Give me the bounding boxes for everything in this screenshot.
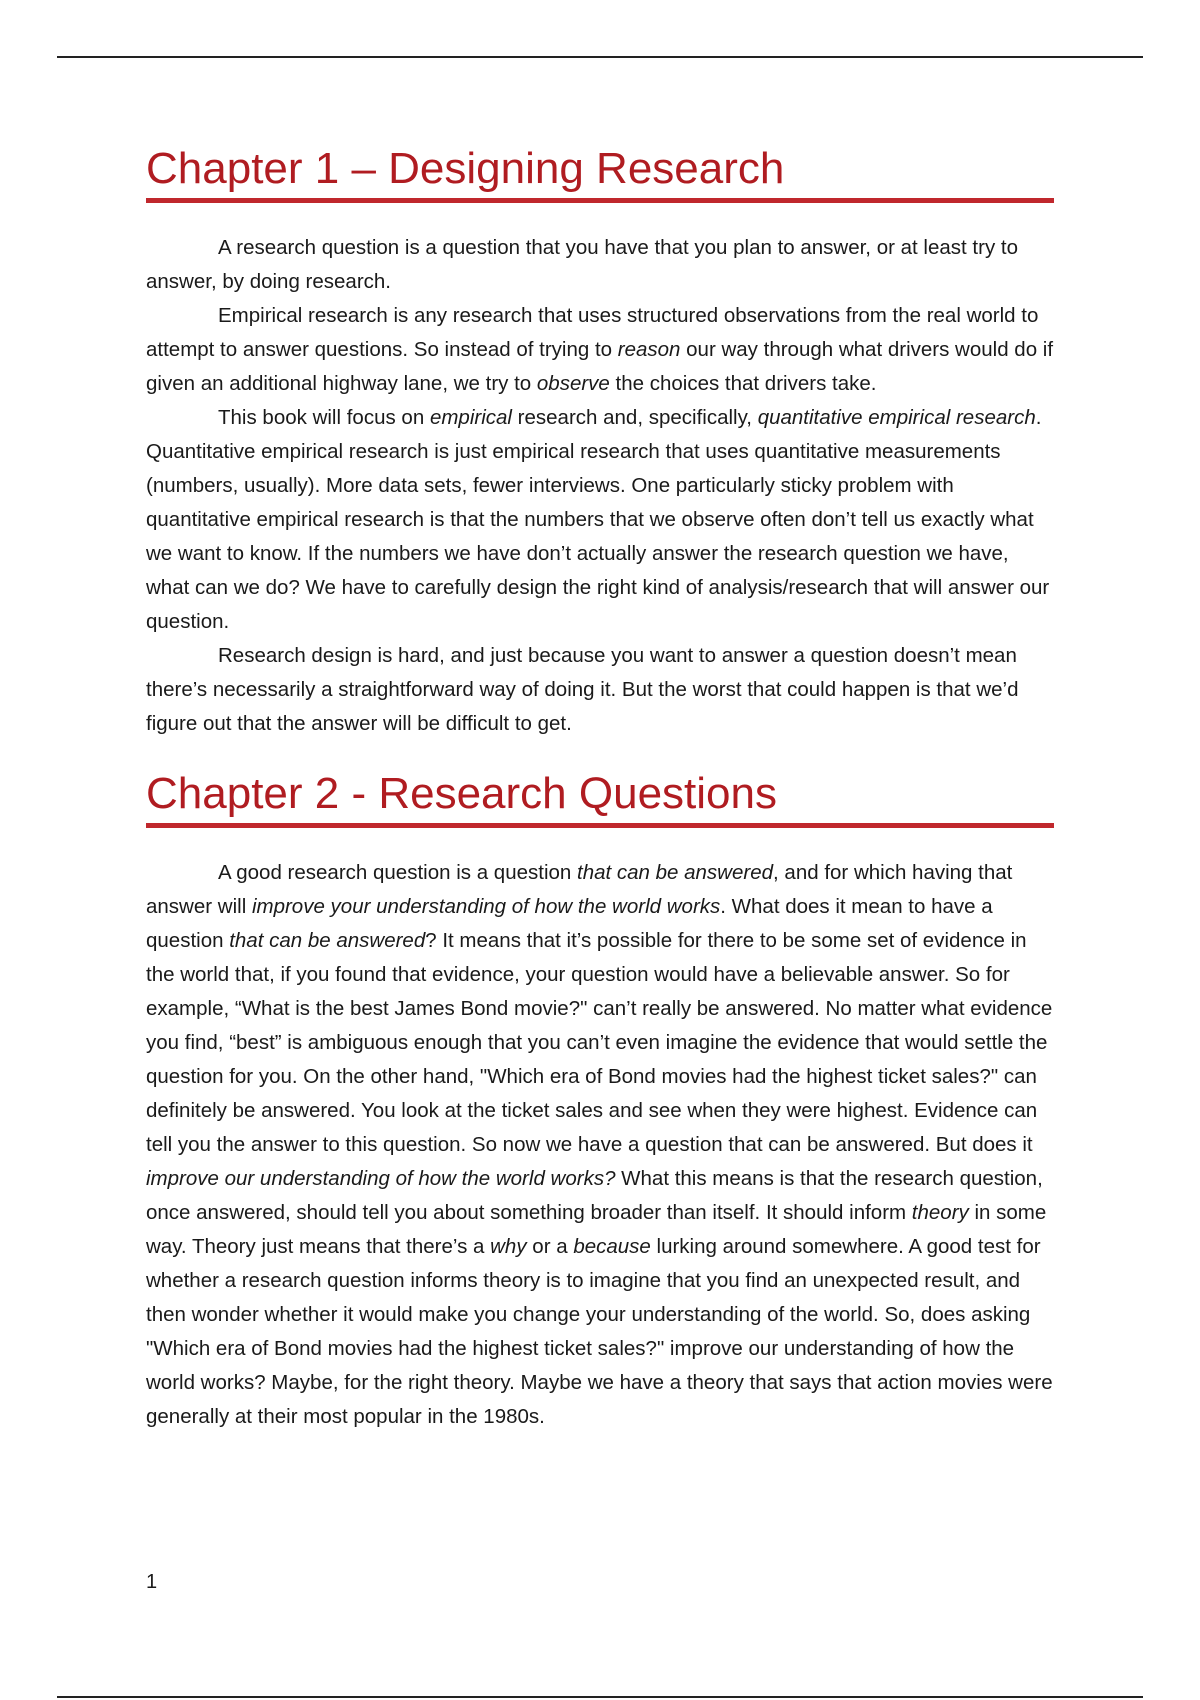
emphasis-text: that can be answered [577,861,774,884]
paragraph-text: . What does it mean to have a question [146,895,993,952]
emphasis-text: because [573,1235,651,1258]
body-paragraph [146,299,1054,401]
emphasis-text: observe [536,372,610,395]
chapter-body [146,231,1054,741]
paragraph-text: the choices that drivers take. [609,372,877,395]
paragraph-text: What this means is that the research question, once answered, should tell you about something broader than itself. It should inform [146,1167,1043,1224]
paragraph-text: This book will focus on [218,406,430,429]
paragraph-text: . Quantitative empirical research is just empirical research that uses quantitative measurements (numbers, usually). More data sets, fewer interviews. One particularly sticky problem with quantitative empirical research is that the numbers that we observe often don’t tell us exactly what we want to know. If the numbers we have don’t actually answer the research question we have, what can we do? We have to carefully design the right kind of analysis/research that will answer our question. [146,406,1050,633]
paragraph-text: ? It means that it’s possible for there to be some set of evidence in the world that, if you found that evidence, your question would have a believable answer. So for example, “What is the best James Bond movie?" can’t really be answered. No matter what evidence you find, “best” is ambiguous enough that you can’t even imagine the evidence that would settle the question for you. On the other hand, "Which era of Bond movies had the highest ticket sales?" can definitely be answered. You look at the ticket sales and see when they were highest. Evidence can tell you the answer to this question. So now we have a question that can be answered. But does it [146,929,1053,1156]
paragraph-text: Empirical research is any research that uses structured observations from the real world to attempt to answer questions. So instead of trying to [146,304,1039,361]
paragraph-text: research and, specifically, [511,406,758,429]
chapter-1 [146,140,1054,741]
emphasis-text: improve our understanding of how the world works? [146,1167,616,1190]
chapter-2 [146,765,1054,1434]
chapter-body [146,856,1054,1434]
document-body [146,140,1054,1434]
emphasis-text: theory [911,1201,969,1224]
emphasis-text: that can be answered [229,929,426,952]
emphasis-text: empirical [429,406,512,429]
header-rule [57,56,1143,58]
paragraph-text: Research design is hard, and just because you want to answer a question doesn’t mean there’s necessarily a straightforward way of doing it. But the worst that could happen is that we’d figure out that the answer will be difficult to get. [146,644,1019,735]
paragraph-text: , and for which having that answer will [146,861,1013,918]
paragraph-text: our way through what drivers would do if given an additional highway lane, we try to [146,338,1054,395]
body-paragraph [146,856,1054,1434]
paragraph-text: A good research question is a question [218,861,577,884]
chapter-title: Chapter 2 - Research Questions [146,765,1054,828]
body-paragraph [146,231,1054,299]
emphasis-text: why [490,1235,527,1258]
emphasis-text: quantitative empirical research [757,406,1036,429]
emphasis-text: reason [617,338,681,361]
paragraph-text: in some way. Theory just means that there’s a [146,1201,1047,1258]
page-number: 1 [146,1571,158,1593]
footer-rule [57,1696,1143,1698]
paragraph-text: A research question is a question that you have that you plan to answer, or at least try to answer, by doing research. [146,236,1018,293]
emphasis-text: improve your understanding of how the world works [251,895,721,918]
chapter-title: Chapter 1 – Designing Research [146,140,1054,203]
body-paragraph [146,401,1054,639]
body-paragraph [146,639,1054,741]
paragraph-text: or a [526,1235,574,1258]
paragraph-text: lurking around somewhere. A good test for whether a research question informs theory is to imagine that you find an unexpected result, and then wonder whether it would make you change your understanding of the world. So, does asking "Which era of Bond movies had the highest ticket sales?" improve our understanding of how the world works? Maybe, for the right theory. Maybe we have a theory that says that action movies were generally at their most popular in the 1980s. [146,1235,1053,1428]
